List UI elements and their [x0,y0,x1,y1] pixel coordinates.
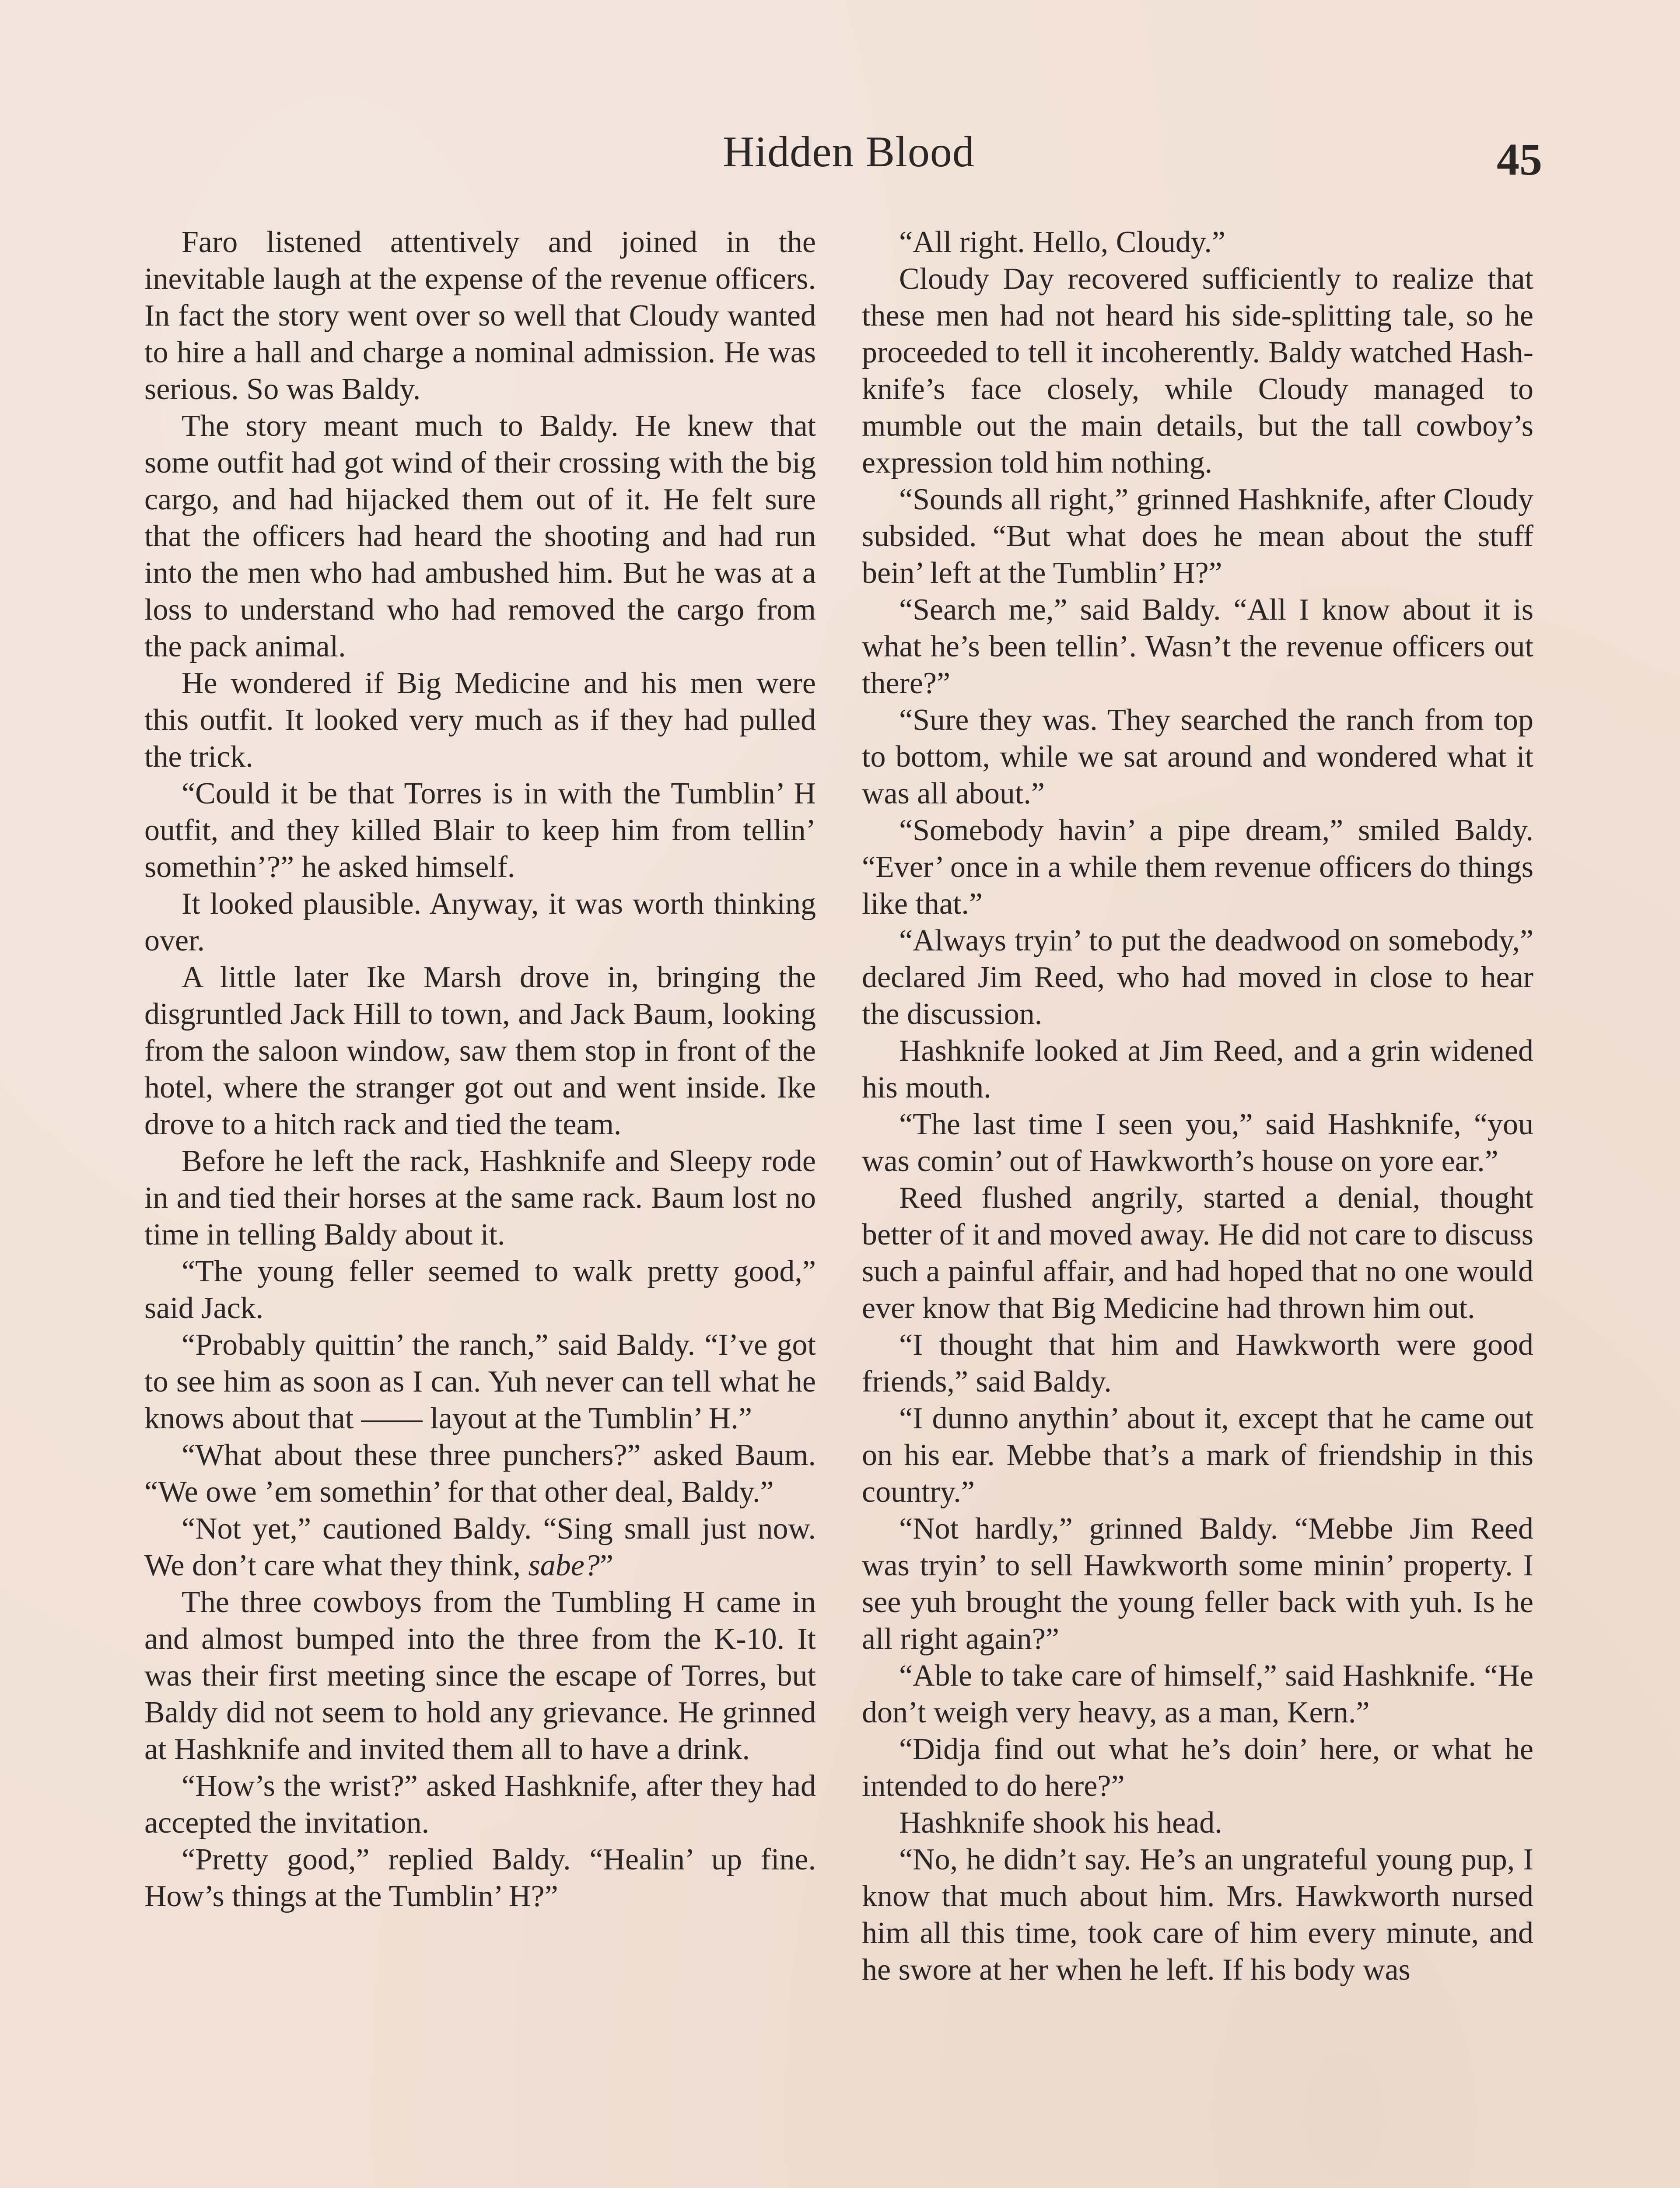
paragraph: “Not hardly,” grinned Baldy. “Mebbe Jim Reed was tryin’ to sell Hawkworth some minin’ property. I see yuh brought the young feller back with yuh. Is he all right again?” [862,1512,1533,1656]
paragraph: “Pretty good,” replied Baldy. “Healin’ up fine. How’s things at the Tumblin’ H?” [144,1843,816,1913]
paragraph: The story meant much to Baldy. He knew that some outfit had got wind of their crossing with the big cargo, and had hijacked them out of it. He felt sure that the officers had heard the shooting and had run into the men who had ambushed him. But he was at a loss to understand who had removed the cargo from the pack animal. [144,409,816,663]
paragraph: “I dunno anythin’ about it, except that he came out on his ear. Mebbe that’s a mark of friendship in this country.” [862,1402,1533,1509]
paragraph: “The last time I seen you,” said Hashknife, “you was comin’ out of Hawkworth’s house on yore ear.” [862,1108,1533,1178]
paragraph-text: “Not yet,” cautioned Baldy. “Sing small just now. We don’t care what they think, [144,1512,816,1582]
paragraph: “Search me,” said Baldy. “All I know about it is what he’s been tellin’. Wasn’t the revenue officers out there?” [862,593,1533,700]
left-column [144,224,816,1915]
paragraph: “Didja find out what he’s doin’ here, or what he intended to do here?” [862,1732,1533,1803]
running-title: Hidden Blood [723,127,975,176]
paragraph: Faro listened attentively and joined in the inevitable laugh at the expense of the revenue officers. In fact the story went over so well that Cloudy wanted to hire a hall and charge a nominal admission. He was serious. So was Baldy. [144,225,816,406]
italic-word: sabe? [528,1549,600,1582]
paragraph: Cloudy Day recovered sufficiently to realize that these men had not heard his side-splitting tale, so he proceeded to tell it incoherently. Baldy watched Hashknife’s face closely, while Cloudy managed to mumble out the main details, but the tall cowboy’s expression told him nothing. [862,262,1533,480]
paragraph: Hashknife looked at Jim Reed, and a grin widened his mouth. [862,1034,1533,1105]
paragraph: A little later Ike Marsh drove in, bringing the disgruntled Jack Hill to town, and Jack Baum, looking from the saloon window, saw them stop in front of the hotel, where the stranger got out and went inside. Ike drove to a hitch rack and tied the team. [144,961,816,1141]
paragraph: “Somebody havin’ a pipe dream,” smiled Baldy. “Ever’ once in a while them revenue officers do things like that.” [862,813,1533,921]
paragraph: “Sure they was. They searched the ranch from top to bottom, while we sat around and wondered what it was all about.” [862,703,1533,810]
paragraph: “Could it be that Torres is in with the Tumblin’ H outfit, and they killed Blair to keep him from tellin’ somethin’?” he asked himself. [144,777,816,884]
paragraph: “The young feller seemed to walk pretty good,” said Jack. [144,1255,816,1325]
paragraph: “No, he didn’t say. He’s an ungrateful young pup, I know that much about him. Mrs. Hawkworth nursed him all this time, took care of him every minute, and he swore at her when he left. If his body was [862,1843,1533,1987]
paragraph: The three cowboys from the Tumbling H came in and almost bumped into the three from the K-10. It was their first meeting since the escape of Torres, but Baldy did not seem to hold any grievance. He grinned at Hashknife and invited them all to have a drink. [144,1585,816,1766]
paragraph [144,1511,816,1584]
paragraph: He wondered if Big Medicine and his men were this outfit. It looked very much as if they had pulled the trick. [144,666,816,774]
paragraph: “Able to take care of himself,” said Hashknife. “He don’t weigh very heavy, as a man, Kern.” [862,1659,1533,1729]
right-column [862,224,1533,1988]
paragraph: Hashknife shook his head. [899,1806,1222,1840]
paragraph: “Sounds all right,” grinned Hashknife, after Cloudy subsided. “But what does he mean about the stuff bein’ left at the Tumblin’ H?” [862,483,1533,590]
paragraph: Reed flushed angrily, started a denial, thought better of it and moved away. He did not care to discuss such a painful affair, and had hoped that no one would ever know that Big Medicine had thrown him out. [862,1181,1534,1325]
paragraph: “All right. Hello, Cloudy.” [899,225,1225,259]
paragraph: “Always tryin’ to put the deadwood on somebody,” declared Jim Reed, who had moved in close to hear the discussion. [862,924,1533,1031]
paragraph: “What about these three punchers?” asked Baum. “We owe ’em somethin’ for that other deal, Baldy.” [144,1438,816,1509]
paragraph: “How’s the wrist?” asked Hashknife, after they had accepted the invitation. [144,1769,816,1840]
paragraph-text: ” [599,1549,613,1582]
paragraph: Before he left the rack, Hashknife and Sleepy rode in and tied their horses at the same rack. Baum lost no time in telling Baldy about it. [144,1144,816,1252]
page-number: 45 [1497,134,1542,185]
paragraph: “Probably quittin’ the ranch,” said Baldy. “I’ve got to see him as soon as I can. Yuh never can tell what he knows about that —— layout at the Tumblin’ H.” [144,1328,816,1435]
paragraph: “I thought that him and Hawkworth were good friends,” said Baldy. [862,1328,1533,1399]
paragraph: It looked plausible. Anyway, it was worth thinking over. [144,887,816,957]
